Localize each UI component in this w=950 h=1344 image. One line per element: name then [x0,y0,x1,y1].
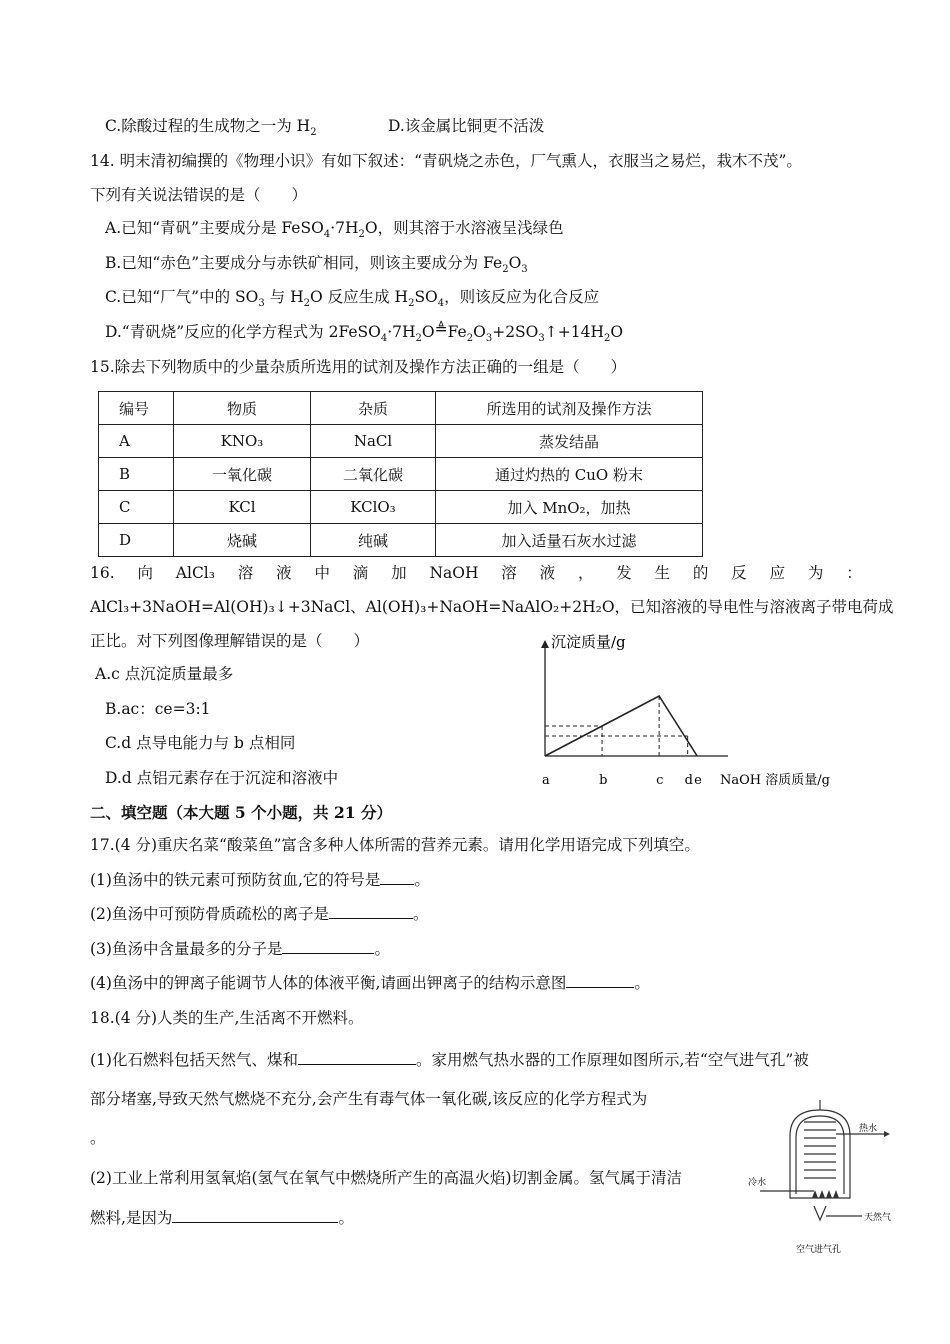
table-header: 杂质 [311,392,436,425]
table-cell: 通过灼热的 CuO 粉末 [436,458,703,491]
q16-stem-token: 滴 [352,564,369,582]
q15-stem: 15.除去下列物质中的少量杂质所选用的试剂及操作方法正确的一组是（ ） [90,358,627,376]
q18-part1: (1)化石燃料包括天然气、煤和 。家用燃气热水器的工作原理如图所示,若“空气进气孔”被 [90,1051,809,1069]
table-row [99,458,703,491]
table-cell: D [99,524,174,557]
q16-option-d: D.d 点铝元素存在于沉淀和溶液中 [105,769,339,787]
y-axis-arrow [541,640,549,648]
q14-option-a: A.已知“青矾”主要成分是 $FeSO_4\cdot 7H_2O$，则其溶于水溶液呈浅绿色 [105,219,564,241]
table-cell: 蒸发结晶 [436,425,703,458]
table-cell: 纯碱 [311,524,436,557]
table-header-row [99,392,703,425]
q16-stem-token: 加 [391,564,407,582]
q13-option-c: C.除酸过程的生成物之一为 $H_2$ [105,117,317,139]
q17-part2: (2)鱼汤中可预防骨质疏松的离子是 。 [90,905,429,923]
q14-question: 下列有关说法错误的是（ ） [90,186,308,204]
y-axis-label: 沉淀质量/g [551,633,626,651]
water-heater-diagram [744,1096,904,1256]
burner-flames [812,1190,839,1198]
table-header: 物质 [174,392,311,425]
section-title: 二、填空题（本大题 5 个小题，共 21 分） [90,803,392,822]
q18-part2: (2)工业上常利用氢氧焰(氢气在氧气中燃烧所产生的高温火焰)切割金属。氢气属于清洁 [90,1169,683,1187]
answer-blank[interactable] [380,870,414,885]
table-cell: 二氧化碳 [311,458,436,491]
q18-part1-line2: 部分堵塞,导致天然气燃烧不充分,会产生有毒气体一氧化碳,该反应的化学方程式为 [90,1090,648,1108]
q16-stem-token: 向 [137,564,153,582]
table-cell: NaCl [311,425,436,458]
table-cell: B [99,458,174,491]
x-tick-label: e [694,773,702,788]
hot-water-label: 热水 [859,1124,878,1134]
cold-water-label: 冷水 [748,1178,767,1188]
q13-option-d: D.该金属比铜更不活泼 [388,117,545,135]
heater-inner [796,1116,844,1194]
table-row [99,524,703,557]
table-row [99,491,703,524]
x-tick-label: b [599,773,608,788]
q16-stem-token: 16. [90,564,115,582]
table-cell: KNO₃ [174,425,311,458]
table-header: 所选用的试剂及操作方法 [436,392,703,425]
heater-coil [804,1122,836,1178]
q16-stem-token: ， [577,564,594,582]
answer-blank[interactable] [566,973,634,988]
x-tick-label: c [656,773,664,788]
q14-option-b: B.已知“赤色”主要成分与赤铁矿相同，则该主要成分为 $Fe_2O_3$ [105,254,528,276]
q16-question: 正比。对下列图像理解错误的是（ ） [90,632,370,650]
q18-part1-end: 。 [90,1129,106,1147]
q18-part2-line2: 燃料,是因为 。 [90,1209,354,1227]
q16-stem-token: 为 [807,564,824,582]
air-inlet-label: 空气进气孔 [796,1245,842,1255]
q17-part3: (3)鱼汤中含量最多的分子是 。 [90,940,390,958]
table-cell: 一氧化碳 [174,458,311,491]
x-tick-label: a [542,773,550,788]
answer-blank[interactable] [282,939,374,954]
q14-stem: 14. 明末清初编撰的《物理小识》有如下叙述：“青矾烧之赤色，厂气熏人，衣服当之易烂，栽木不茂”。 [90,152,802,170]
table-cell: 加入适量石灰水过滤 [436,524,703,557]
q16-option-a: A.c 点沉淀质量最多 [95,665,234,683]
q16-stem-token: 应 [769,564,786,582]
table-cell: 烧碱 [174,524,311,557]
x-axis-label: NaOH 溶质质量/g [720,773,830,788]
answer-blank[interactable] [298,1050,416,1065]
q16-stem-token: NaOH [429,564,479,582]
q16-stem-token: 中 [314,564,330,582]
table-cell: KCl [174,491,311,524]
answer-blank[interactable] [329,904,413,919]
q16-option-c: C.d 点导电能力与 b 点相同 [105,734,296,752]
q16-stem [90,563,862,583]
q16-stem-token: 液 [276,564,292,582]
q18-stem: 18.(4 分)人类的生产,生活离不开燃料。 [90,1009,364,1027]
q16-stem-token: 发 [616,564,632,582]
q16-stem-token: 液 [539,564,556,582]
q15-table [98,391,703,557]
precipitate-chart [525,633,830,796]
arrow-icon [884,1131,890,1137]
q17-part4: (4)鱼汤中的钾离子能调节人体的体液平衡,请画出钾离子的结构示意图 。 [90,974,650,992]
table-row [99,425,703,458]
q14-option-d: D.“青矾烧”反应的化学方程式为 $2FeSO_4\cdot 7H_2O≜Fe_2O_3+2SO_3↑+14H_2O$ [105,320,624,345]
q16-option-b: B.ac：ce=3:1 [105,700,211,718]
q16-stem-line2: AlCl₃+3NaOH=Al(OH)₃↓+3NaCl、Al(OH)₃+NaOH=NaAlO₂+2H₂O，已知溶液的导电性与溶液离子带电荷成 [90,598,894,616]
q16-stem-token: 的 [692,564,709,582]
air-inlet [814,1206,826,1220]
table-cell: A [99,425,174,458]
q16-stem-token: ： [846,564,862,582]
q16-stem-token: 溶 [237,564,254,582]
q17-part1: (1)鱼汤中的铁元素可预防贫血,它的符号是 。 [90,871,430,889]
q16-stem-token: 反 [731,564,747,582]
q16-stem-token: 生 [654,564,671,582]
q16-stem-token: 溶 [501,564,517,582]
table-cell: KClO₃ [311,491,436,524]
table-cell: 加入 MnO₂，加热 [436,491,703,524]
q17-stem: 17.(4 分)重庆名菜“酸菜鱼”富含多种人体所需的营养元素。请用化学用语完成下列填空。 [90,836,700,854]
gas-label: 天然气 [864,1213,892,1223]
q14-option-c: C.已知“厂气”中的 $SO_3$ 与 $H_2O$ 反应生成 $H_2SO_4$，则该反应为化合反应 [105,288,600,310]
table-header: 编号 [99,392,174,425]
q16-stem-token: AlCl₃ [175,564,215,582]
answer-blank[interactable] [172,1208,338,1223]
x-tick-label: d [684,773,693,788]
table-cell: C [99,491,174,524]
